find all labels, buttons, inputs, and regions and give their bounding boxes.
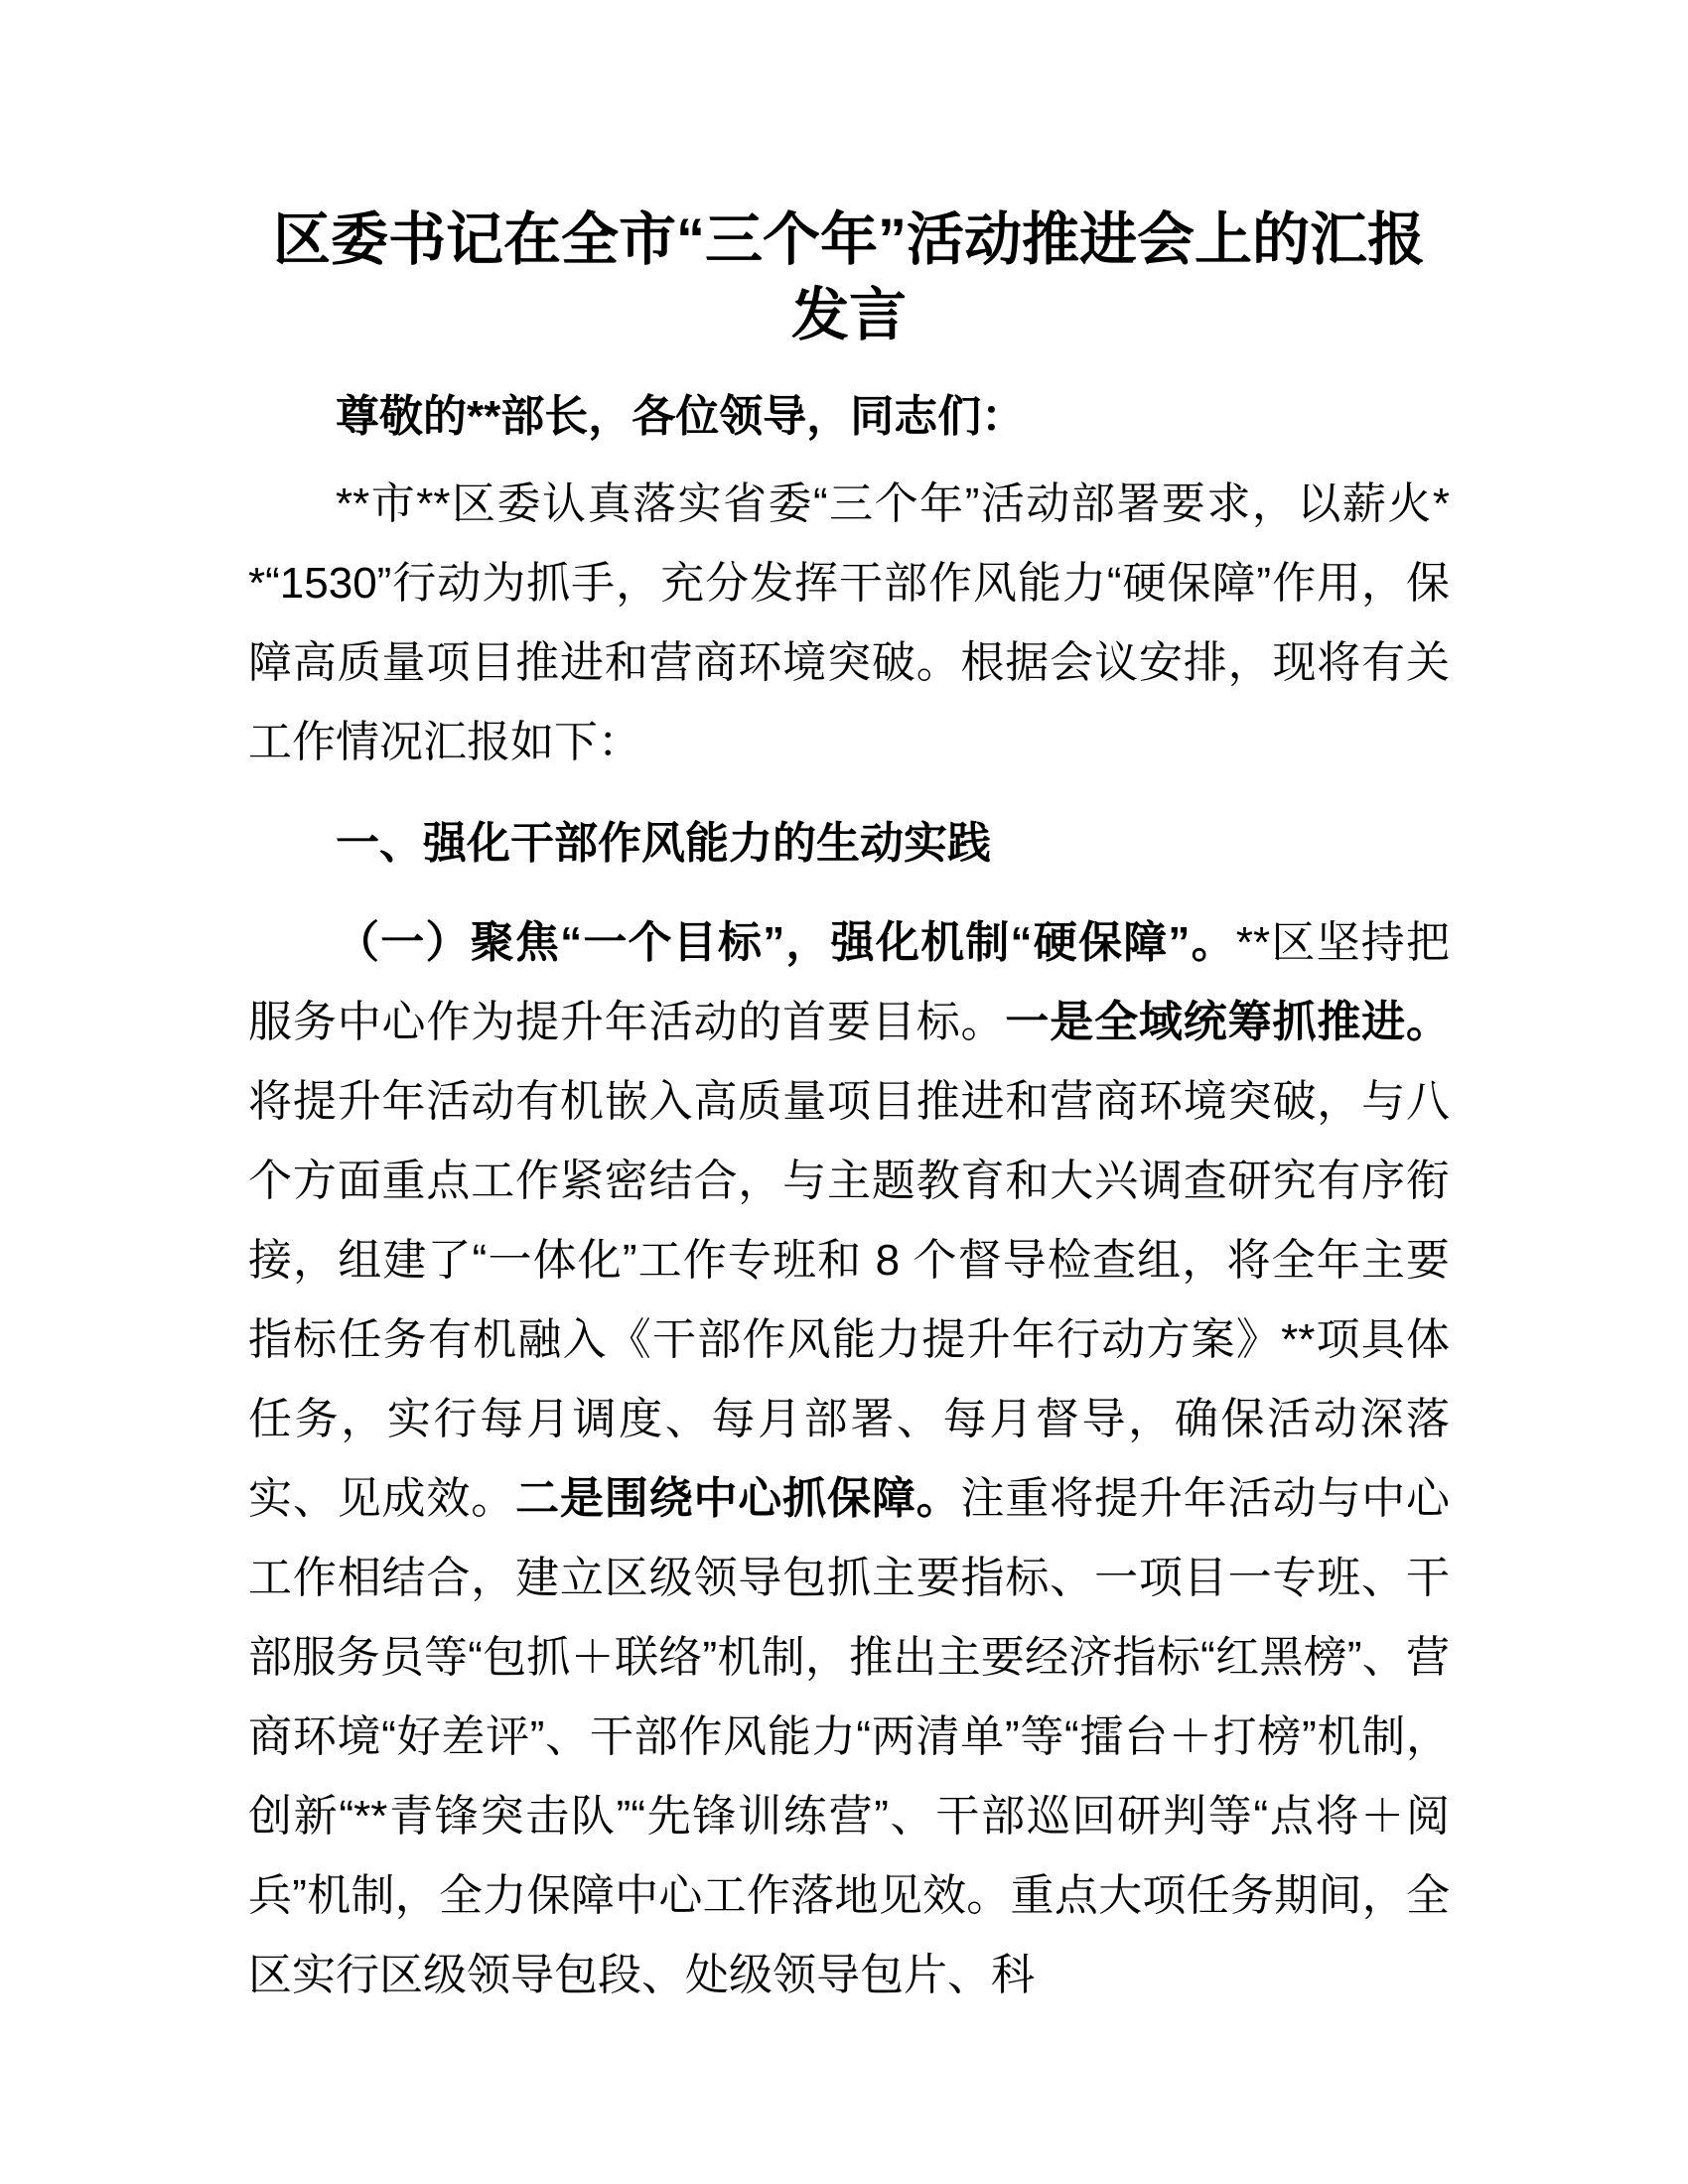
subsection-paragraph-1 (248, 903, 1450, 2015)
document-title: 区委书记在全市“三个年”活动推进会上的汇报发言 (272, 207, 1425, 347)
intro-paragraph (248, 465, 1450, 782)
text-run: **区坚持把服务中心作为提升年活动的首要目标。 (248, 918, 1451, 1046)
section-heading-1 (248, 804, 1450, 884)
greeting-line (248, 377, 1450, 457)
text-run: （一）聚焦“一个目标”，强化机制“硬保障”。 (336, 918, 1236, 967)
text-run: 一、强化干部作风能力的生动实践 (336, 819, 991, 868)
document-body (248, 377, 1450, 2015)
text-run: 尊敬的**部长，各位领导，同志们： (336, 392, 1026, 441)
text-run: 将提升年活动有机嵌入高质量项目推进和营商环境突破，与八个方面重点工作紧密结合，与主题教育和大兴调查研究有序衔接，组建了“一体化”工作专班和 8 个督导检查组，将全年主要指标任务有机融入《干部作风能力提升年行动方案》**项具体任务，实行每月调度、每月部署、每月督导，确保活动深落实、见成效。 (248, 1077, 1450, 1523)
text-run: **市**区委认真落实省委“三个年”活动部署要求，以薪火**“1530”行动为抓手，充分发挥干部作风能力“硬保障”作用，保障高质量项目推进和营商环境突破。根据会议安排，现将有关工作情况汇报如下： (248, 479, 1450, 766)
text-run: 一是全域统筹抓推进。 (1005, 998, 1451, 1046)
text-run: 注重将提升年活动与中心工作相结合，建立区级领导包抓主要指标、一项目一专班、干部服务员等“包抓＋联络”机制，推出主要经济指标“红黑榜”、营商环境“好差评”、干部作风能力“两清单”等“擂台＋打榜”机制，创新“**青锋突击队”“先锋训练营”、干部巡回研判等“点将＋阅兵”机制，全力保障中心工作落地见效。重点大项任务期间，全区实行区级领导包段、处级领导包片、科 (248, 1474, 1451, 1999)
text-run: 二是围绕中心抓保障。 (515, 1474, 961, 1523)
